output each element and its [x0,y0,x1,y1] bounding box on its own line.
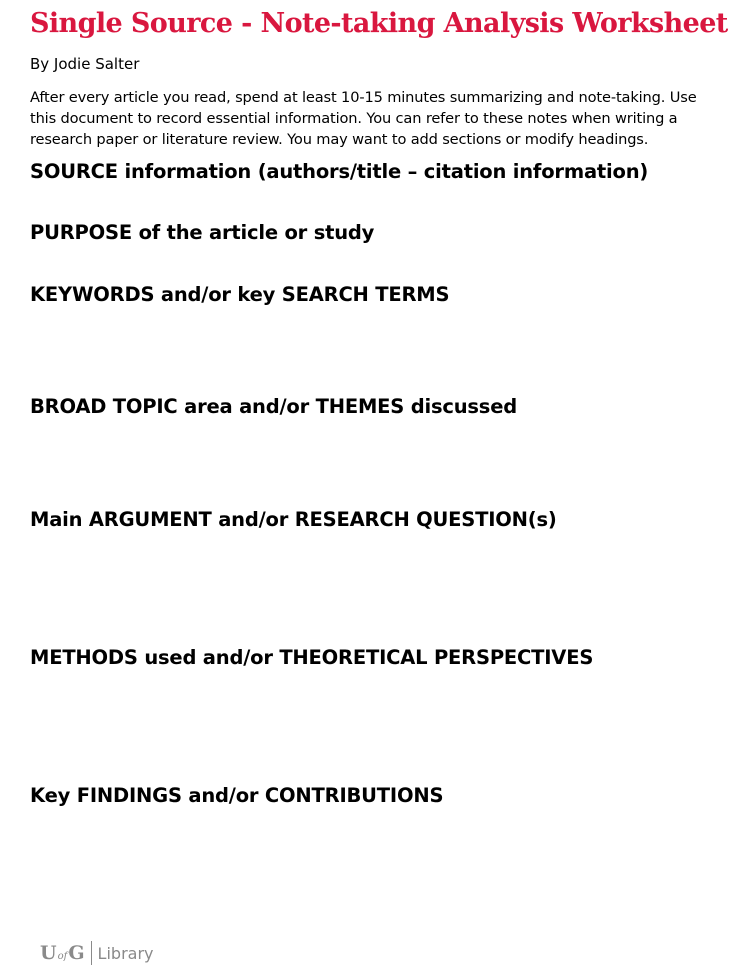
section-heading-purpose: PURPOSE of the article or study [30,221,375,244]
uofg-logo-mark [40,942,85,964]
section-heading-main-argument: Main ARGUMENT and/or RESEARCH QUESTION(s) [30,508,557,531]
logo-library-label: Library [97,943,154,963]
intro-paragraph: After every article you read, spend at least 10-15 minutes summarizing and note-taking. Use this document to record essential information. You can refer to these notes when writing a research paper or literature review. You may want to add sections or modify headings. [30,89,697,148]
section-heading-broad-topic: BROAD TOPIC area and/or THEMES discussed [30,395,517,418]
section-heading-keywords: KEYWORDS and/or key SEARCH TERMS [30,283,450,306]
section-heading-source: SOURCE information (authors/title – citation information) [30,160,649,183]
uofg-library-logo [40,940,154,966]
page-title: Single Source - Note-taking Analysis Worksheet [30,8,728,39]
logo-letter-u: U [40,942,57,964]
section-heading-methods: METHODS used and/or THEORETICAL PERSPECTIVES [30,646,594,669]
section-heading-findings: Key FINDINGS and/or CONTRIBUTIONS [30,784,444,807]
logo-letter-g: G [68,942,85,964]
logo-divider [91,941,92,965]
author-byline: By Jodie Salter [30,55,140,73]
logo-letter-of: of [57,951,68,962]
